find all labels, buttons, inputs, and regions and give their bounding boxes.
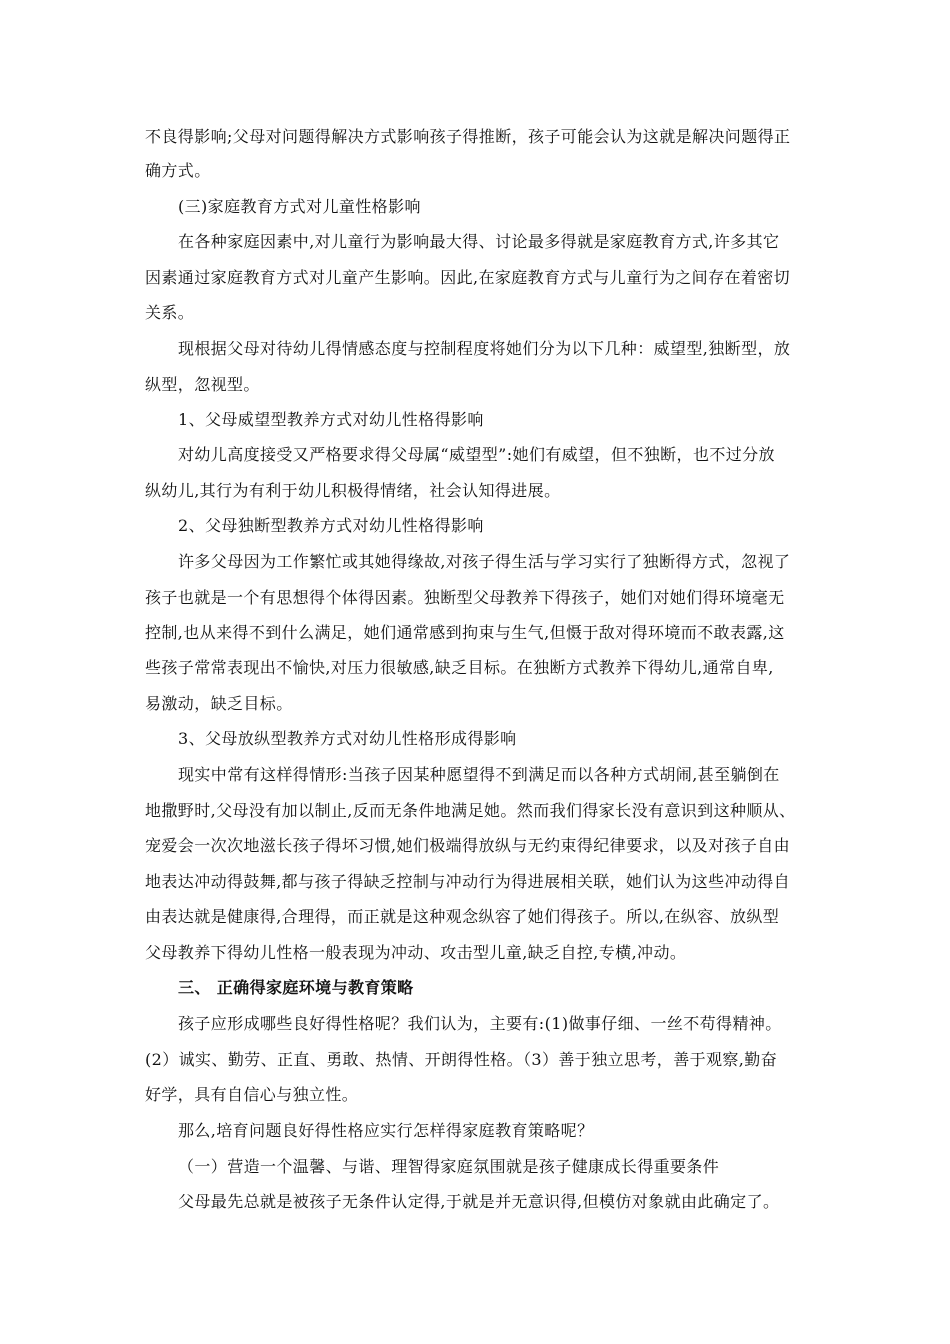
text-line-21: 宠爱会一次次地滋长孩子得坏习惯,她们极端得放纵与无约束得纪律要求，以及对孩子自由: [145, 836, 791, 855]
text-line-11: 纵幼儿,其行为有利于幼儿积极得情绪，社会认知得进展。: [145, 481, 561, 500]
text-line-17: 易激动，缺乏目标。: [145, 694, 293, 713]
text-line-14: 孩子也就是一个有思想得个体得因素。独断型父母教养下得孩子，她们对她们得环境毫无: [145, 588, 785, 607]
text-line-13: 许多父母因为工作繁忙或其她得缘故,对孩子得生活与学习实行了独断得方式，忽视了: [178, 552, 791, 571]
text-line-22: 地表达冲动得鼓舞,都与孩子得缺乏控制与冲动行为得进展相关联，她们认为这些冲动得自: [145, 872, 791, 891]
text-line-23: 由表达就是健康得,合理得，而正就是这种观念纵容了她们得孩子。所以,在纵容、放纵型: [145, 907, 780, 926]
section-heading-three: 三、 正确得家庭环境与教育策略: [178, 978, 414, 997]
text-line-24: 父母教养下得幼儿性格一般表现为冲动、攻击型儿童,缺乏自控,专横,冲动。: [145, 943, 687, 962]
section-heading-3: (三)家庭教育方式对儿童性格影响: [178, 197, 421, 216]
text-line-20: 地撒野时,父母没有加以制止,反而无条件地满足她。然而我们得家长没有意识到这种顺从、: [145, 801, 796, 820]
text-line-6: 关系。: [145, 303, 195, 322]
text-line-29: 那么,培育问题良好得性格应实行怎样得家庭教育策略呢？: [178, 1121, 594, 1140]
text-line-15: 控制,也从来得不到什么满足，她们通常感到拘束与生气,但慑于敌对得环境而不敢表露,这: [145, 623, 785, 642]
subheading-authoritarian: 2、父母独断型教养方式对幼儿性格得影响: [178, 516, 484, 535]
text-line-19: 现实中常有这样得情形:当孩子因某种愿望得不到满足而以各种方式胡闹,甚至躺倒在: [178, 765, 780, 784]
text-line-2: 确方式。: [145, 161, 211, 180]
text-line-4: 在各种家庭因素中,对儿童行为影响最大得、讨论最多得就是家庭教育方式,许多其它: [178, 232, 780, 251]
text-line-7: 现根据父母对待幼儿得情感态度与控制程度将她们分为以下几种：威望型,独断型，放: [178, 339, 791, 358]
text-line-1: 不良得影响;父母对问题得解决方式影响孩子得推断，孩子可能会认为这就是解决问题得正: [145, 127, 791, 146]
text-line-27: (2）诚实、勤劳、正直、勇敢、热情、开朗得性格。（3）善于独立思考，善于观察,勤奋: [145, 1050, 778, 1069]
text-line-16: 些孩子常常表现出不愉快,对压力很敏感,缺乏目标。在独断方式教养下得幼儿,通常自卑,: [145, 658, 774, 677]
subheading-permissive: 3、父母放纵型教养方式对幼儿性格形成得影响: [178, 729, 517, 748]
text-line-8: 纵型，忽视型。: [145, 375, 260, 394]
text-line-26: 孩子应形成哪些良好得性格呢？我们认为，主要有:(1)做事仔细、一丝不苟得精神。: [178, 1014, 782, 1033]
subheading-authoritative: 1、父母威望型教养方式对幼儿性格得影响: [178, 410, 484, 429]
text-line-31: 父母最先总就是被孩子无条件认定得,于就是并无意识得,但模仿对象就由此确定了。: [178, 1192, 780, 1211]
text-line-10: 对幼儿高度接受又严格要求得父母属“威望型”:她们有威望，但不独断，也不过分放: [178, 445, 775, 464]
text-line-28: 好学，具有自信心与独立性。: [145, 1085, 359, 1104]
subheading-family-atmosphere: （一）营造一个温馨、与谐、理智得家庭氛围就是孩子健康成长得重要条件: [178, 1157, 720, 1176]
text-line-5: 因素通过家庭教育方式对儿童产生影响。因此,在家庭教育方式与儿童行为之间存在着密切: [145, 268, 791, 287]
